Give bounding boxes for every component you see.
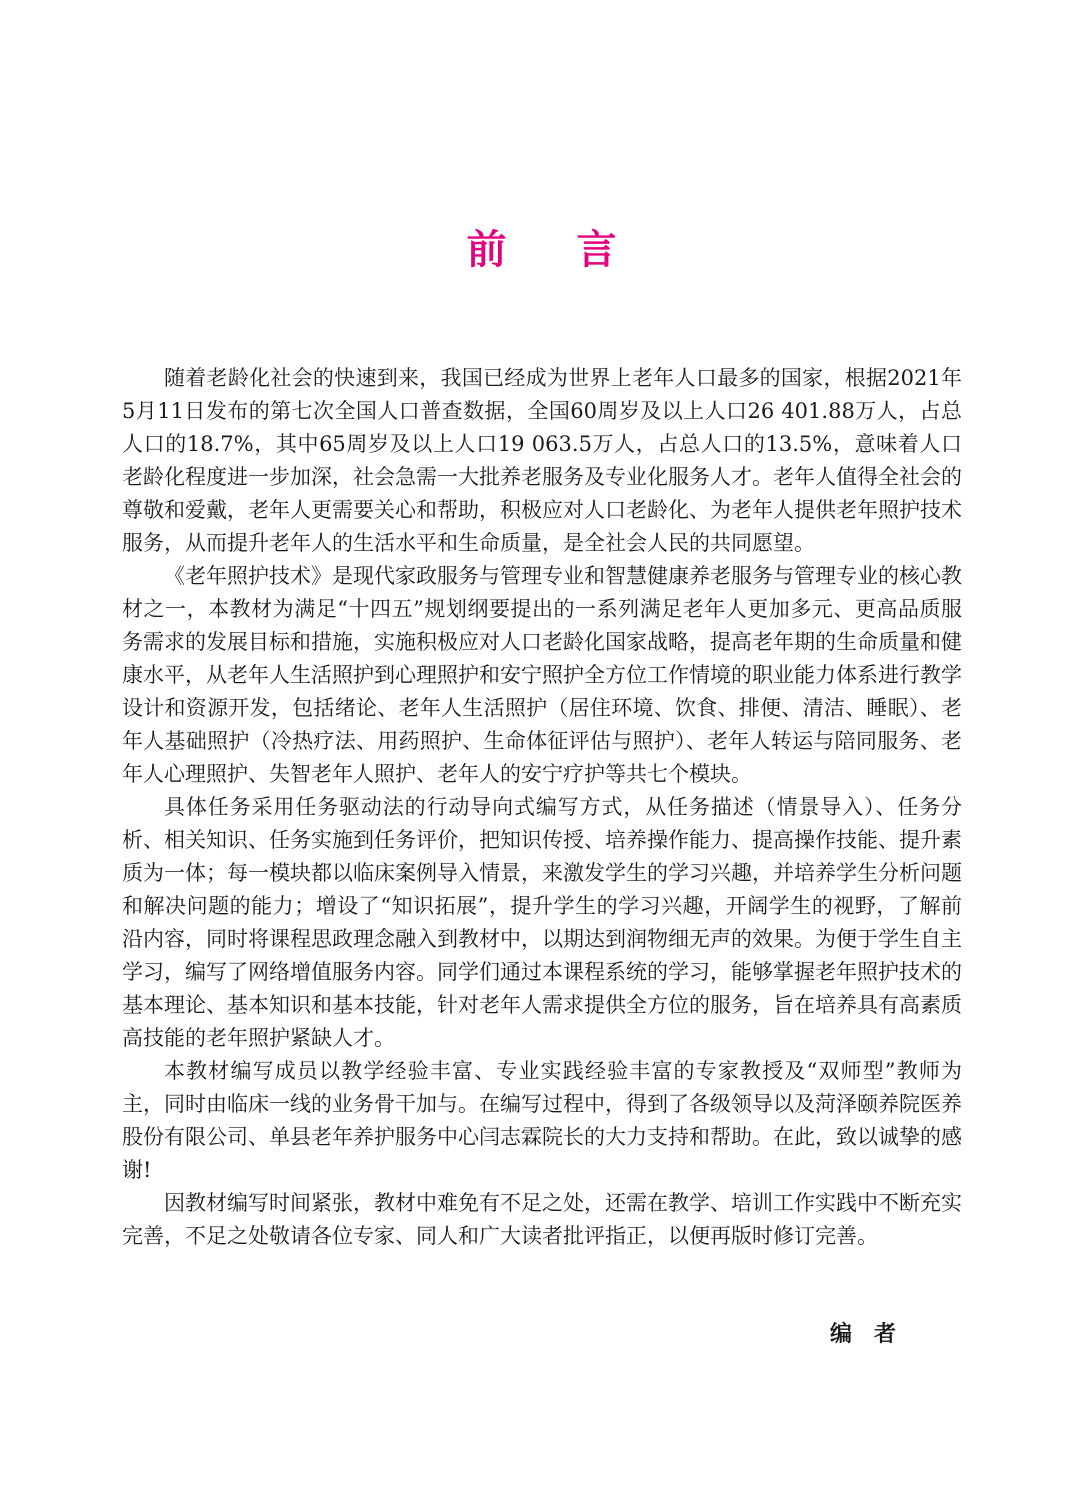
paragraph-1: 随着老龄化社会的快速到来，我国已经成为世界上老年人口最多的国家，根据2021年5月11日发布的第七次全国人口普查数据，全国60周岁及以上人口26 401.88万人，占总人口的18.7%，其中65周岁及以上人口19 063.5万人，占总人口的13.5%，意味着人口老龄化程度进一步加深，社会急需一大批养老服务及专业化服务人才。老年人值得全社会的尊敬和爱戴，老年人更需要关心和帮助，积极应对人口老龄化、为老年人提供老年照护技术服务，从而提升老年人的生活水平和生命质量，是全社会人民的共同愿望。 [122,366,962,555]
preface-body [122,362,962,1253]
paragraph-3: 具体任务采用任务驱动法的行动导向式编写方式，从任务描述（情景导入）、任务分析、相关知识、任务实施到任务评价，把知识传授、培养操作能力、提高操作技能、提升素质为一体；每一模块都以临床案例导入情景，来激发学生的学习兴趣，并培养学生分析问题和解决问题的能力；增设了“知识拓展”，提升学生的学习兴趣，开阔学生的视野，了解前沿内容，同时将课程思政理念融入到教材中，以期达到润物细无声的效果。为便于学生自主学习，编写了网络增值服务内容。同学们通过本课程系统的学习，能够掌握老年照护技术的基本理论、基本知识和基本技能，针对老年人需求提供全方位的服务，旨在培养具有高素质高技能的老年照护紧缺人才。 [122,795,962,1050]
paragraph-5: 因教材编写时间紧张，教材中难免有不足之处，还需在教学、培训工作实践中不断充实完善，不足之处敬请各位专家、同人和广大读者批评指正，以便再版时修订完善。 [122,1191,962,1248]
paragraph-4: 本教材编写成员以教学经验丰富、专业实践经验丰富的专家教授及“双师型”教师为主，同时由临床一线的业务骨干加与。在编写过程中，得到了各级领导以及菏泽颐养院医养股份有限公司、单县老年养护服务中心闫志霖院长的大力支持和帮助。在此，致以诚挚的感谢! [122,1059,962,1182]
author-signature: 编者 [829,1322,918,1347]
paragraph-2: 《老年照护技术》是现代家政服务与管理专业和智慧健康养老服务与管理专业的核心教材之一，本教材为满足“十四五”规划纲要提出的一系列满足老年人更加多元、更高品质服务需求的发展目标和措施，实施积极应对人口老龄化国家战略，提高老年期的生命质量和健康水平，从老年人生活照护到心理照护和安宁照护全方位工作情境的职业能力体系进行教学设计和资源开发，包括绪论、老年人生活照护（居住环境、饮食、排便、清洁、睡眠）、老年人基础照护（冷热疗法、用药照护、生命体征评估与照护）、老年人转运与陪同服务、老年人心理照护、失智老年人照护、老年人的安宁疗护等共七个模块。 [122,564,962,786]
page-title: 前言 [466,227,687,273]
